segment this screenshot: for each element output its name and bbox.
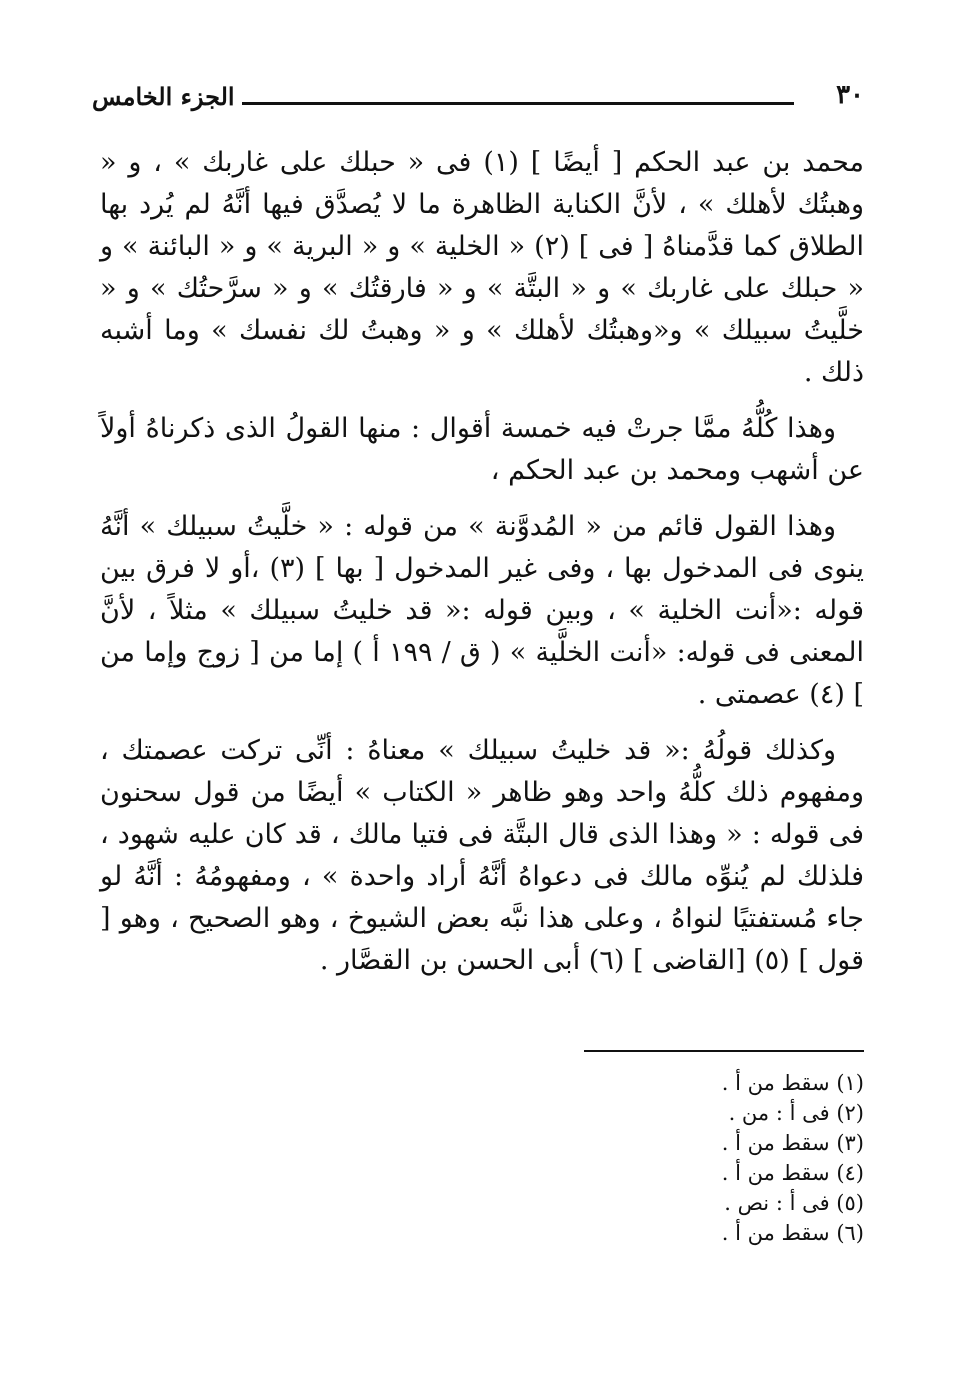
paragraph: محمد بن عبد الحكم [ أيضًا ] (١) فى « حبلك على غاربك » ، و « وهبتُك لأهلك » ، لأنَّ الكناية الظاهرة ما لا يُصدَّق فيها أنَّهُ لم يُرد بها الطلاق كما قدَّمناهُ [ فى ] (٢) « الخلية » و « البرية » و « البائنة » و « حبلك على غاربك » و « البتَّة » و « فارقتُك » و « سرَّحتُك » و « خلَّيتُ سبيلك » و«وهبتُك لأهلك » و « وهبتُ لك نفسك » وما أشبه ذلك . bbox=[100, 147, 864, 388]
footnote: (١) سقط من أ . bbox=[721, 1071, 864, 1095]
header-rule bbox=[242, 102, 794, 105]
main-text bbox=[100, 142, 864, 996]
page-header bbox=[92, 80, 864, 120]
footnote: (٢) فى أ : من . bbox=[728, 1101, 864, 1125]
footnote: (٦) سقط من أ . bbox=[721, 1221, 864, 1245]
paragraph: وهذا كُلُّهُ ممَّا جرتْ فيه خمسة أقوال : منها القولُ الذى ذكرناهُ أولاً عن أشهب ومحمد بن عبد الحكم ، bbox=[100, 413, 864, 486]
running-title: الجزء الخامس bbox=[92, 82, 235, 111]
footnotes bbox=[500, 1068, 864, 1248]
footnote-separator bbox=[584, 1050, 864, 1052]
page-number: ٣٠ bbox=[836, 80, 864, 110]
paragraph: وهذا القول قائم من « المُدوَّنة » من قوله : « خلَّيتُ سبيلك » أنَّهُ ينوى فى المدخول بها ، وفى غير المدخول [ بها ] (٣) ،أو لا فرق بين قوله :«أنت الخلية » ، وبين قوله :« قد خليتُ سبيلك » مثلاً ، لأنَّ المعنى فى قوله: «أنت الخلَّية » ( ق / ١٩٩ أ ) إما من [ زوج وإما من ] (٤) عصمتى . bbox=[100, 511, 865, 710]
footnote: (٣) سقط من أ . bbox=[721, 1131, 864, 1155]
footnote: (٤) سقط من أ . bbox=[721, 1161, 864, 1185]
paragraph: وكذلك قولُهُ :« قد خليتُ سبيلك » معناهُ : أنِّى تركت عصمتك ، ومفهوم ذلك كلُّهُ واحد وهو ظاهر « الكتاب » أيضًا من قول سحنون فى قوله : « وهذا الذى قال البتَّة فى فتيا مالك ، قد كان عليه شهود ، فلذلك لم يُنوِّه مالك فى دعواهُ أنَّهُ أراد واحدة » ، ومفهومُهُ : أنَّهُ لو جاء مُستفتيًا لنواهُ ، وعلى هذا نبَّه بعض الشيوخ ، وهو الصحيح ، وهو [ قول ] (٥) [القاضى ] (٦) أبى الحسن بن القصَّار . bbox=[100, 735, 864, 976]
footnote: (٥) فى أ : نص . bbox=[724, 1191, 864, 1215]
